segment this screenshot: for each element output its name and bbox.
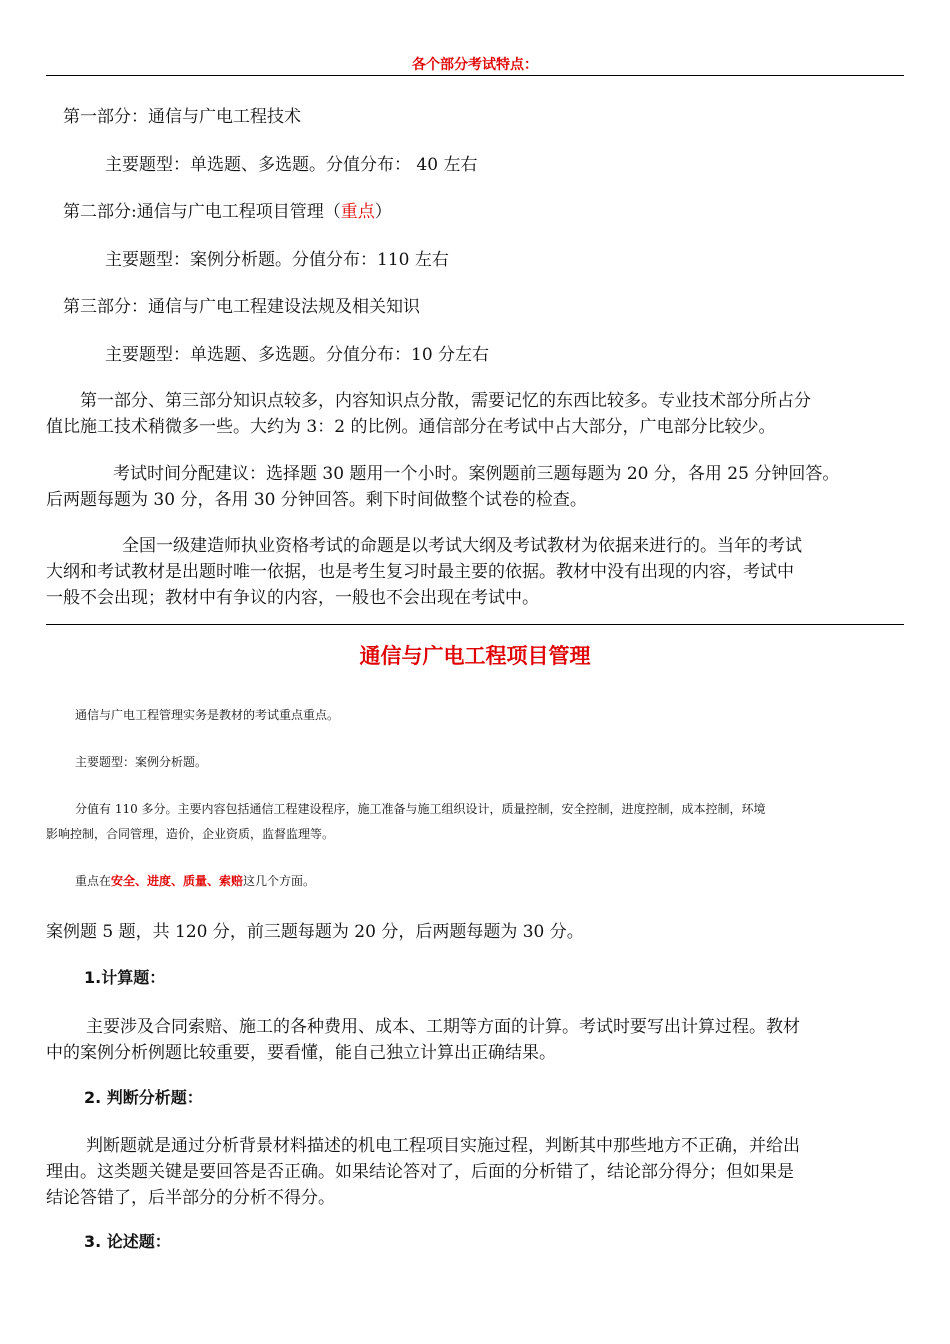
focus-highlight: 安全、进度、质量、索赔	[111, 874, 244, 888]
paragraph-1-line-1: 第一部分、第三部分知识点较多，内容知识点分散，需要记忆的东西比较多。专业技术部分所占分	[80, 391, 811, 411]
part-3-types: 主要题型：单选题、多选题。分值分布：10 分左右	[105, 345, 490, 365]
question-1-line-1: 主要涉及合同索赔、施工的各种费用、成本、工期等方面的计算。考试时要写出计算过程。教材	[86, 1017, 800, 1037]
paragraph-3-line-2: 大纲和考试教材是出题时唯一依据，也是考生复习时最主要的依据。教材中没有出现的内容，考试中	[46, 562, 794, 582]
paragraph-1-line-2: 值比施工技术稍微多一些。大约为 3：2 的比例。通信部分在考试中占大部分，广电部分比较少。	[46, 417, 776, 437]
section-line-1: 通信与广电工程管理实务是教材的考试重点重点。	[75, 708, 340, 722]
part-2-name	[63, 197, 392, 222]
paragraph-3-line-3: 一般不会出现；教材中有争议的内容，一般也不会出现在考试中。	[46, 588, 539, 608]
header-divider	[46, 75, 904, 76]
section-divider	[46, 624, 904, 625]
part-3-name: 第三部分：通信与广电工程建设法规及相关知识	[63, 297, 420, 317]
part-2-types: 主要题型：案例分析题。分值分布：110 左右	[105, 250, 449, 270]
section-title: 通信与广电工程项目管理	[359, 644, 591, 668]
part-2-highlight: 重点	[340, 202, 375, 222]
section-line-4	[75, 872, 315, 889]
paragraph-2-line-2: 后两题每题为 30 分，各用 30 分钟回答。剩下时间做整个试卷的检查。	[46, 490, 587, 510]
question-1-heading: 1.计算题：	[84, 968, 166, 987]
paragraph-2-line-1: 考试时间分配建议：选择题 30 题用一个小时。案例题前三题每题为 20 分，各用 25 分钟回答。	[113, 464, 840, 484]
part-1-name: 第一部分：通信与广电工程技术	[63, 107, 301, 127]
question-3-heading: 3. 论述题：	[84, 1232, 171, 1251]
question-2-heading: 2. 判断分析题：	[84, 1088, 203, 1107]
focus-prefix: 重点在	[75, 874, 112, 888]
part-2-name-prefix: 第二部分:通信与广电工程项目管理（	[63, 202, 341, 222]
header-title: 各个部分考试特点：	[412, 57, 538, 73]
focus-suffix: 这几个方面。	[243, 874, 316, 888]
section-line-3b: 影响控制，合同管理，造价，企业资质，监督监理等。	[46, 827, 335, 841]
question-2-line-2: 理由。这类题关键是要回答是否正确。如果结论答对了，后面的分析错了，结论部分得分；但如果是	[46, 1162, 794, 1182]
section-line-2: 主要题型：案例分析题。	[75, 755, 208, 769]
question-2-line-1: 判断题就是通过分析背景材料描述的机电工程项目实施过程，判断其中那些地方不正确，并给出	[86, 1136, 800, 1156]
question-2-line-3: 结论答错了，后半部分的分析不得分。	[46, 1188, 335, 1208]
paragraph-3-line-1: 全国一级建造师执业资格考试的命题是以考试大纲及考试教材为依据来进行的。当年的考试	[122, 536, 802, 556]
part-2-name-suffix: ）	[374, 202, 392, 222]
section-line-3a: 分值有 110 多分。主要内容包括通信工程建设程序，施工准备与施工组织设计，质量控制，安全控制，进度控制，成本控制，环境	[75, 802, 766, 816]
question-1-line-2: 中的案例分析例题比较重要，要看懂，能自己独立计算出正确结果。	[46, 1043, 556, 1063]
part-1-types: 主要题型：单选题、多选题。分值分布： 40 左右	[105, 155, 478, 175]
case-summary: 案例题 5 题，共 120 分，前三题每题为 20 分，后两题每题为 30 分。	[46, 922, 584, 942]
